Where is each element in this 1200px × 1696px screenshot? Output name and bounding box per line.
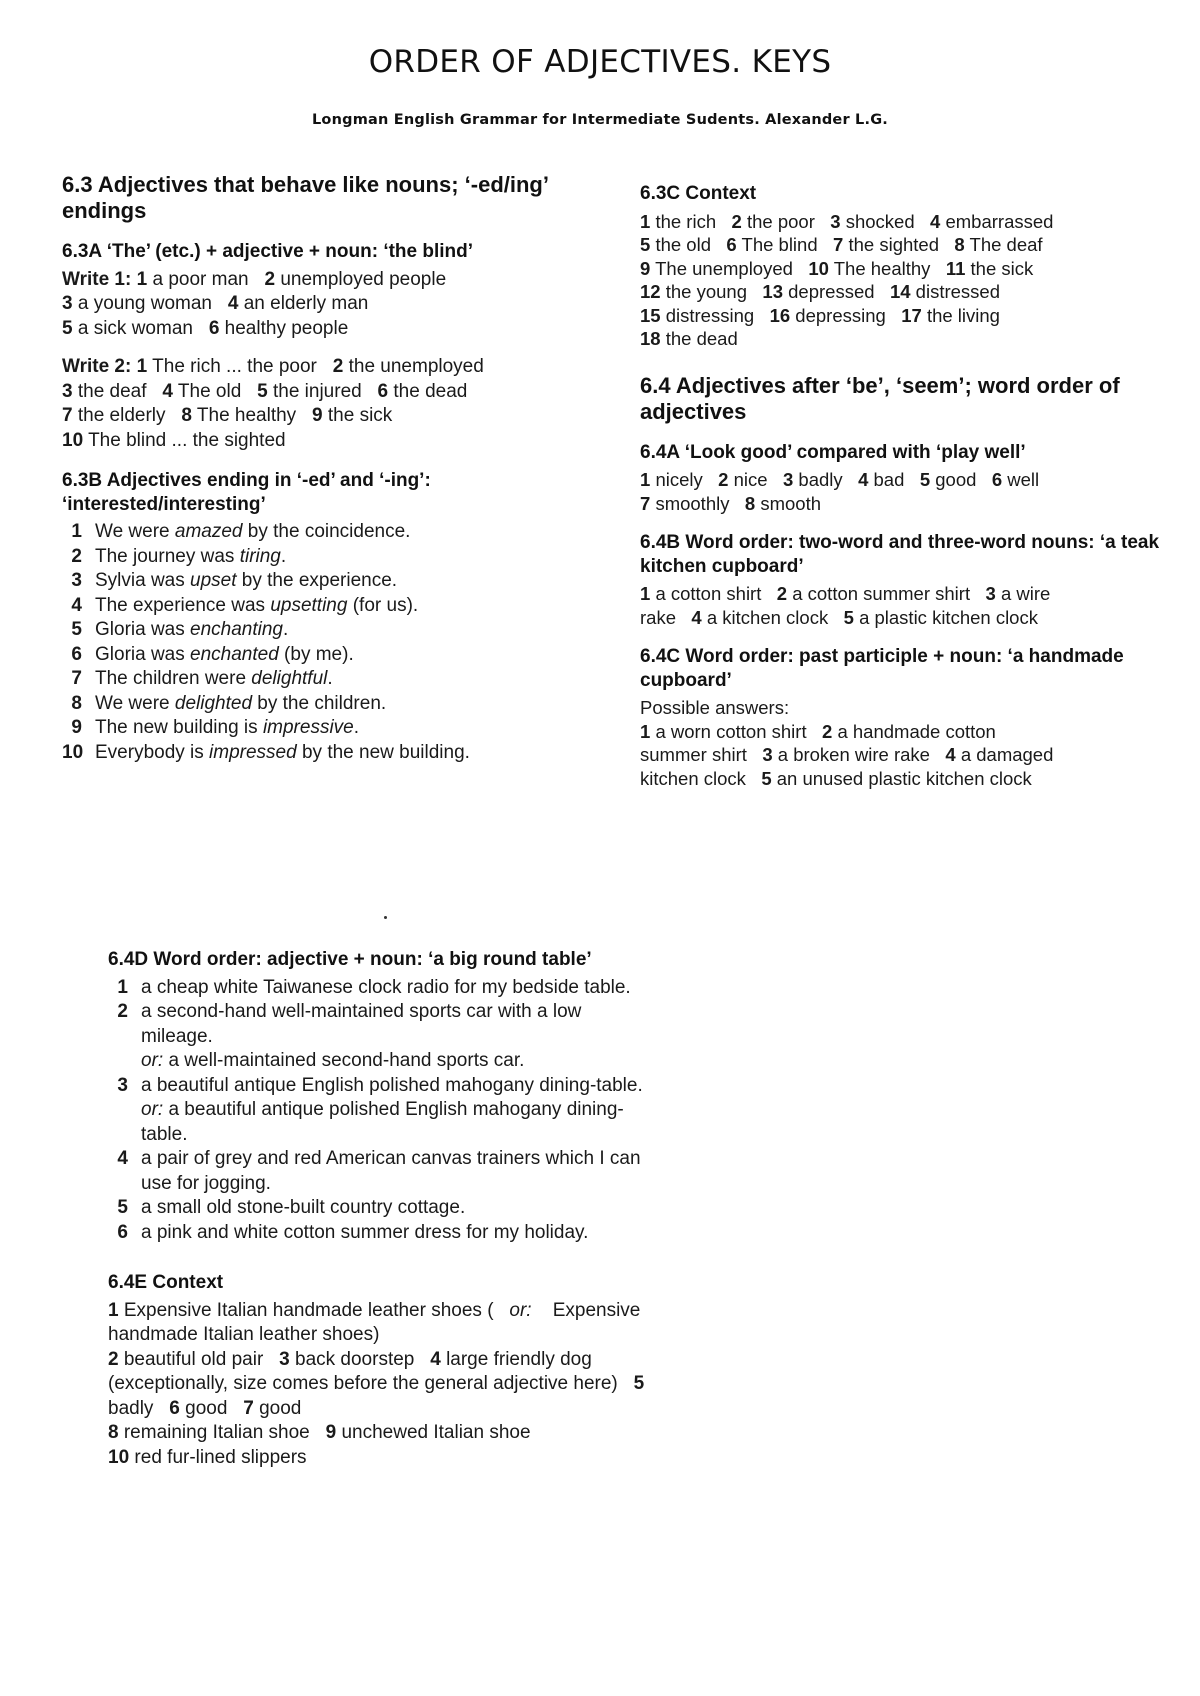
answer-number: 4	[945, 744, 956, 765]
list-item	[62, 618, 607, 643]
list-item	[62, 741, 607, 766]
answer-number: 6	[117, 1221, 128, 1243]
answer-text: badly	[798, 469, 843, 490]
answer-number: 4	[227, 293, 239, 314]
answer-text: a sick woman	[77, 317, 193, 339]
answer-number: 6	[208, 317, 220, 339]
alternative-label: or:	[141, 1050, 164, 1071]
left-column	[62, 172, 607, 781]
answer-number: 1	[71, 521, 82, 542]
answer-text: .	[283, 619, 289, 640]
answer-number: 3	[279, 1348, 290, 1370]
subsection-heading-6-4c: 6.4C Word order: past participle + noun: ‘a handmade cupboard’	[640, 646, 1124, 691]
answer-keyword: amazed	[174, 521, 243, 542]
list-item	[62, 545, 607, 570]
answer-text: healthy people	[224, 317, 349, 339]
answer-number: 10	[62, 429, 84, 451]
answer-number: 9	[640, 257, 651, 279]
answers-6-4e-line	[108, 1446, 653, 1471]
section-6-4e	[108, 1271, 653, 1470]
answer-text: The blind ... the sighted	[88, 429, 286, 451]
write2-line	[62, 380, 607, 405]
answer-text: the unemployed	[348, 356, 484, 377]
answer-number: 3	[71, 570, 82, 591]
answer-number: 1	[136, 268, 148, 290]
answer-text: The rich ... the poor	[152, 356, 317, 377]
answer-number: 6	[169, 1397, 180, 1419]
answer-text: rake	[640, 606, 676, 628]
answer-text: summer shirt	[640, 744, 747, 765]
answer-text: Gloria was	[95, 619, 191, 640]
answer-text: beautiful old pair	[123, 1348, 264, 1370]
answer-number: 9	[312, 405, 323, 426]
subsection-heading-6-4e: 6.4E Context	[108, 1272, 224, 1293]
answer-text: Expensive Italian handmade leather shoes (	[123, 1299, 494, 1321]
section-6-4d	[108, 948, 653, 1245]
answer-text: the young	[665, 281, 747, 302]
answers-6-4c-line	[640, 743, 1160, 767]
answer-number: 3	[830, 210, 841, 232]
subsection-heading-6-3a: 6.3A ‘The’ (etc.) + adjective + noun: ‘the blind’	[62, 241, 474, 262]
answer-number: 11	[945, 257, 966, 279]
answer-text: a small old stone-built country cottage.	[141, 1197, 466, 1218]
answer-number: 4	[691, 606, 702, 628]
answer-text: an elderly man	[243, 293, 369, 314]
write1-line	[62, 268, 607, 293]
answer-text: by the new building.	[296, 741, 470, 763]
answer-text: smooth	[760, 492, 821, 514]
write2-line	[62, 355, 607, 380]
answer-text: a pink and white cotton summer dress for my holiday.	[141, 1221, 589, 1243]
answer-number: 17	[901, 304, 922, 326]
answer-text: We were	[95, 521, 175, 542]
answer-text: the elderly	[77, 405, 166, 426]
answer-keyword: upsetting	[270, 594, 348, 616]
answer-text: .	[353, 717, 360, 738]
answer-text: a wire	[1000, 583, 1051, 604]
answer-text: the living	[926, 304, 1000, 326]
answer-number: 10	[62, 741, 84, 763]
answers-6-3c-line	[640, 280, 1160, 304]
answers-6-4b	[640, 582, 1160, 629]
answer-number: 14	[889, 281, 911, 302]
list-item	[62, 569, 607, 594]
answer-text: The children were	[95, 668, 252, 689]
answer-text: Everybody is	[95, 741, 210, 763]
answer-list-6-4d	[108, 976, 653, 1246]
answer-text: remaining Italian shoe	[123, 1422, 310, 1443]
answer-text: a poor man	[152, 268, 249, 290]
alternative-answer	[141, 1049, 653, 1074]
answer-number: 4	[71, 594, 82, 616]
answer-text: a cotton shirt	[655, 583, 762, 604]
answer-number: 4	[930, 210, 941, 232]
answer-text: by the children.	[252, 692, 387, 714]
answer-keyword: impressive	[262, 717, 354, 738]
answer-number: 6	[726, 234, 737, 255]
answer-number: 7	[62, 405, 73, 426]
answers-6-4e	[108, 1299, 653, 1471]
answer-text: The journey was	[95, 545, 240, 567]
write2-line	[62, 404, 607, 429]
answer-text: distressed	[915, 281, 1000, 302]
answer-label: Write 2:	[62, 356, 132, 377]
answer-text: a beautiful antique English polished mahogany dining-table.	[141, 1074, 643, 1096]
answer-number: 9	[71, 717, 82, 738]
answer-keyword: enchanting	[190, 619, 283, 640]
section-6-3b	[62, 469, 607, 765]
answer-number: 4	[162, 380, 173, 402]
answer-number: 2	[731, 210, 742, 232]
write-2-answers	[62, 355, 607, 453]
answer-text: smoothly	[655, 492, 730, 514]
answer-number: 7	[71, 668, 82, 689]
list-item	[108, 976, 653, 1001]
answer-number: 5	[71, 619, 82, 640]
answer-text: The old	[177, 380, 242, 402]
answer-number: 1	[108, 1299, 119, 1321]
list-item	[108, 1074, 653, 1148]
answer-number: 4	[430, 1348, 441, 1370]
answer-keyword: enchanted	[190, 643, 279, 665]
answer-text: good	[185, 1397, 228, 1419]
answers-6-4a	[640, 468, 1160, 515]
answer-text: the old	[655, 234, 711, 255]
page-subtitle: Longman English Grammar for Intermediate Sudents. Alexander L.G.	[311, 112, 889, 128]
answer-number: 1	[136, 356, 148, 377]
answer-number: 7	[640, 492, 651, 514]
answer-text: a kitchen clock	[706, 606, 829, 628]
answer-number: 2	[108, 1348, 119, 1370]
answer-text: a cotton summer shirt	[792, 583, 971, 604]
answer-number: 9	[325, 1422, 337, 1443]
write2-line	[62, 429, 607, 454]
answer-number: 10	[108, 1446, 130, 1468]
answer-number: 5	[843, 606, 854, 628]
section-6-4c	[640, 645, 1160, 790]
answer-number: 1	[640, 720, 651, 742]
answer-text: Expensive handmade Italian leather shoes)	[108, 1299, 646, 1345]
list-item	[62, 643, 607, 668]
alternative-text: a beautiful antique polished English mahogany dining-table.	[141, 1099, 624, 1145]
answer-text: a cheap white Taiwanese clock radio for my bedside table.	[141, 976, 631, 998]
list-item	[108, 1000, 653, 1074]
answer-number: 2	[117, 1001, 128, 1022]
list-item	[108, 1221, 653, 1246]
possible-answers-note: Possible answers:	[640, 697, 790, 718]
answer-number: 5	[257, 380, 268, 402]
answer-number: 4	[858, 469, 869, 490]
answers-6-4b-line	[640, 606, 1160, 630]
page-title: ORDER OF ADJECTIVES. KEYS	[368, 44, 832, 80]
answer-number: 5	[117, 1197, 128, 1218]
section-heading-6-4: 6.4 Adjectives after ‘be’, ‘seem’; word order of adjectives	[640, 372, 1120, 424]
answer-text: good	[935, 469, 977, 490]
answer-number: 3	[762, 744, 773, 765]
answer-text: Sylvia was	[95, 570, 191, 591]
answer-number: 13	[762, 281, 783, 302]
answer-text: The new building is	[95, 717, 263, 738]
answer-text: the sick	[970, 257, 1034, 279]
list-item	[62, 716, 607, 741]
answer-text: kitchen clock	[640, 767, 746, 789]
answers-6-4e-line	[108, 1348, 653, 1422]
answer-number: 1	[640, 210, 651, 232]
answer-text: a pair of grey and red American canvas trainers which I can use for jogging.	[141, 1148, 641, 1194]
answer-text: the rich	[655, 210, 717, 232]
answer-text: a worn cotton shirt	[655, 720, 807, 742]
answer-text: the dead	[393, 380, 468, 402]
answer-number: 2	[776, 583, 788, 604]
answer-text: .	[280, 545, 287, 567]
answer-number: 3	[782, 469, 794, 490]
bottom-column	[108, 948, 653, 1486]
answer-text: a second-hand well-maintained sports car with a low mileage.	[141, 1001, 582, 1047]
answer-number: 6	[991, 469, 1003, 490]
answer-text: back doorstep	[295, 1348, 415, 1370]
list-item	[108, 1196, 653, 1221]
section-6-3c	[640, 182, 1160, 351]
answers-6-4c	[640, 720, 1160, 791]
answer-text: .	[327, 668, 333, 689]
answer-text: bad	[873, 469, 905, 490]
alternative-label: or:	[141, 1099, 164, 1120]
answers-6-4c-line	[640, 720, 1160, 744]
answer-text: a broken wire rake	[777, 744, 930, 765]
answer-text: the poor	[746, 210, 815, 232]
answer-text: a plastic kitchen clock	[859, 606, 1038, 628]
answer-number: 1	[640, 469, 651, 490]
answer-number: 10	[808, 257, 829, 279]
answer-number: 8	[71, 692, 82, 714]
answer-number: 8	[181, 405, 192, 426]
answer-keyword: tiring	[239, 545, 281, 567]
answer-text: good	[259, 1397, 302, 1419]
answer-text: badly	[108, 1397, 154, 1419]
answer-text: (by me).	[278, 643, 354, 665]
answer-alt-label: or:	[509, 1299, 532, 1321]
section-6-3a	[62, 240, 607, 453]
answer-number: 3	[62, 293, 73, 314]
answer-text: The blind	[741, 234, 818, 255]
answer-text: well	[1007, 469, 1040, 490]
answer-text: by the experience.	[236, 570, 398, 591]
answer-number: 18	[640, 328, 661, 349]
answer-number: 7	[833, 234, 844, 255]
answer-number: 2	[718, 469, 729, 490]
answer-text: (for us).	[347, 594, 419, 616]
answer-keyword: impressed	[209, 741, 297, 763]
answer-text: large friendly dog (exceptionally, size comes before the general adjective here)	[108, 1348, 618, 1394]
subsection-heading-6-4b: 6.4B Word order: two-word and three-word nouns: ‘a teak kitchen cupboard’	[640, 532, 1160, 577]
right-column	[640, 182, 1160, 806]
answer-number: 6	[71, 643, 82, 665]
answers-6-3c-line	[640, 210, 1160, 234]
stray-mark	[384, 916, 387, 919]
answer-number: 7	[243, 1397, 254, 1419]
answer-number: 5	[62, 317, 73, 339]
answer-number: 15	[640, 304, 661, 326]
list-item	[62, 520, 607, 545]
answer-label: Write 1:	[62, 268, 132, 290]
write1-line	[62, 292, 607, 317]
list-item	[62, 594, 607, 619]
write-1-answers	[62, 268, 607, 342]
answer-text: depressed	[788, 281, 875, 302]
answer-number: 6	[377, 380, 389, 402]
answers-6-4c-line	[640, 767, 1160, 791]
subsection-heading-6-4d: 6.4D Word order: adjective + noun: ‘a big round table’	[108, 949, 592, 970]
write1-line	[62, 317, 607, 342]
answer-keyword: delighted	[174, 692, 253, 714]
answer-text: the deaf	[77, 380, 147, 402]
answer-text: distressing	[665, 304, 755, 326]
list-item	[62, 692, 607, 717]
answers-6-3c-line	[640, 327, 1160, 351]
subsection-heading-6-3c: 6.3C Context	[640, 183, 757, 204]
answer-number: 12	[640, 281, 661, 302]
answer-text: the injured	[272, 380, 362, 402]
answer-number: 3	[62, 380, 73, 402]
section-6-4a	[640, 441, 1160, 516]
list-item	[108, 1147, 653, 1196]
answer-number: 2	[822, 720, 833, 742]
answer-number: 2	[332, 356, 344, 377]
answer-text: the sick	[327, 405, 393, 426]
answer-text: We were	[95, 692, 175, 714]
answer-number: 16	[769, 304, 791, 326]
answer-number: 1	[640, 583, 651, 604]
answer-number: 2	[71, 545, 82, 567]
alternative-text: a well-maintained second-hand sports car.	[163, 1050, 525, 1071]
answer-number: 8	[744, 492, 756, 514]
answer-text: The deaf	[969, 234, 1043, 255]
answers-6-4e-line	[108, 1299, 653, 1348]
subsection-heading-6-3b: 6.3B Adjectives ending in ‘-ed’ and ‘-ing’: ‘interested/interesting’	[62, 470, 431, 515]
answer-text: nice	[733, 469, 768, 490]
subsection-heading-6-4a: 6.4A ‘Look good’ compared with ‘play well’	[640, 441, 1026, 463]
answers-6-3c-line	[640, 257, 1160, 281]
section-heading-6-3: 6.3 Adjectives that behave like nouns; ‘-ed/ing’ endings	[62, 172, 548, 223]
answers-6-4e-line	[108, 1421, 653, 1446]
answer-text: Gloria was	[95, 643, 191, 665]
answer-text: nicely	[655, 469, 703, 490]
section-6-4b	[640, 531, 1160, 629]
answer-text: by the coincidence.	[242, 521, 411, 542]
answers-6-4a-line	[640, 492, 1160, 516]
answer-number: 3	[117, 1074, 128, 1096]
answers-6-3c-line	[640, 304, 1160, 328]
answer-text: The experience was	[95, 594, 271, 616]
answer-text: a young woman	[77, 293, 213, 314]
answers-6-4a-line	[640, 468, 1160, 492]
answer-text: depressing	[795, 304, 886, 326]
answer-number: 5	[919, 469, 931, 490]
list-item	[62, 667, 607, 692]
answer-text: an unused plastic kitchen clock	[776, 767, 1032, 789]
answer-text: shocked	[845, 210, 915, 232]
answer-text: the dead	[665, 328, 738, 349]
answers-6-3c-line	[640, 233, 1160, 257]
answer-number: 5	[761, 767, 772, 789]
answers-6-4b-line	[640, 582, 1160, 606]
answer-number: 4	[117, 1148, 128, 1169]
answer-text: red fur-lined slippers	[134, 1446, 307, 1468]
answers-6-3c	[640, 210, 1160, 351]
answer-number: 5	[640, 234, 651, 255]
answer-list-6-3b	[62, 520, 607, 765]
answer-number: 8	[108, 1422, 119, 1443]
answer-text: The healthy	[833, 257, 931, 279]
answer-text: The healthy	[196, 405, 297, 426]
answer-text: a handmade cotton	[837, 720, 996, 742]
answer-text: embarrassed	[945, 210, 1054, 232]
answer-number: 2	[264, 268, 276, 290]
answer-number: 1	[117, 976, 128, 998]
answer-text: The unemployed	[655, 257, 793, 279]
alternative-answer	[141, 1098, 653, 1147]
answer-text: unemployed people	[280, 268, 447, 290]
answer-text: a damaged	[960, 744, 1054, 765]
answer-number: 5	[633, 1373, 645, 1394]
answer-number: 8	[954, 234, 965, 255]
answer-keyword: upset	[190, 570, 237, 591]
answer-keyword: delightful	[251, 668, 328, 689]
answer-number: 3	[985, 583, 996, 604]
answer-text: the sighted	[848, 234, 939, 255]
answer-text: unchewed Italian shoe	[341, 1422, 531, 1443]
